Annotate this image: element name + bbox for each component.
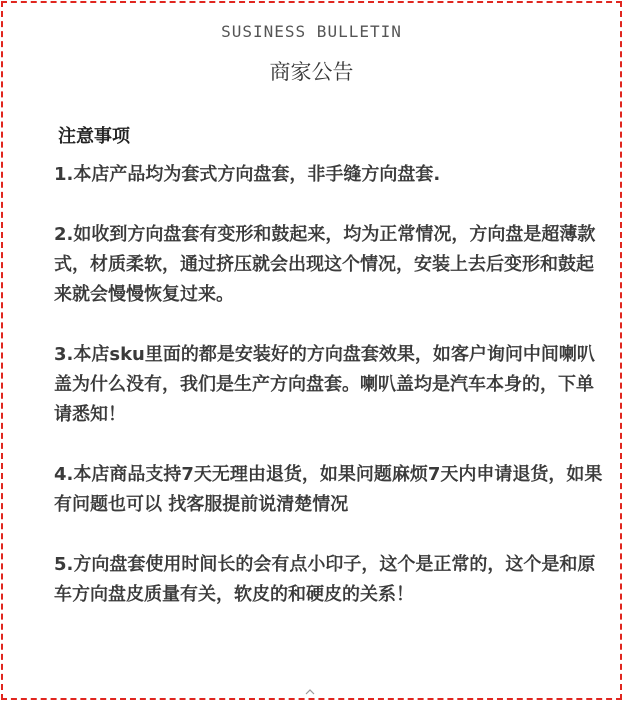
chevron-up-icon-glyph — [305, 688, 315, 696]
notice-item-1: 1.本店产品均为套式方向盘套，非手缝方向盘套. — [54, 164, 441, 185]
chevron-up-icon[interactable] — [303, 688, 317, 698]
bulletin-title-cn: 商家公告 — [269, 60, 354, 84]
bulletin-title-en: SUSINESS BULLETIN — [221, 22, 402, 41]
notice-item-5: 5.方向盘套使用时间长的会有点小印子，这个是正常的，这个是和原车方向盘皮质量有关，软皮的和硬皮的关系！ — [54, 554, 596, 605]
notice-list — [54, 160, 604, 640]
notice-item-4: 4.本店商品支持7天无理由退货，如果问题麻烦7天内申请退货，如果有问题也可以 找客服提前说清楚情况 — [54, 464, 603, 515]
notice-item-2: 2.如收到方向盘套有变形和鼓起来，均为正常情况，方向盘是超薄款式，材质柔软，通过挤压就会出现这个情况，安装上去后变形和鼓起来就会慢慢恢复过来。 — [54, 224, 596, 305]
notice-item-3: 3.本店sku里面的都是安装好的方向盘套效果，如客户询问中间喇叭盖为什么没有，我们是生产方向盘套。喇叭盖均是汽车本身的，下单请悉知！ — [54, 344, 595, 425]
notice-heading: 注意事项 — [58, 126, 130, 147]
